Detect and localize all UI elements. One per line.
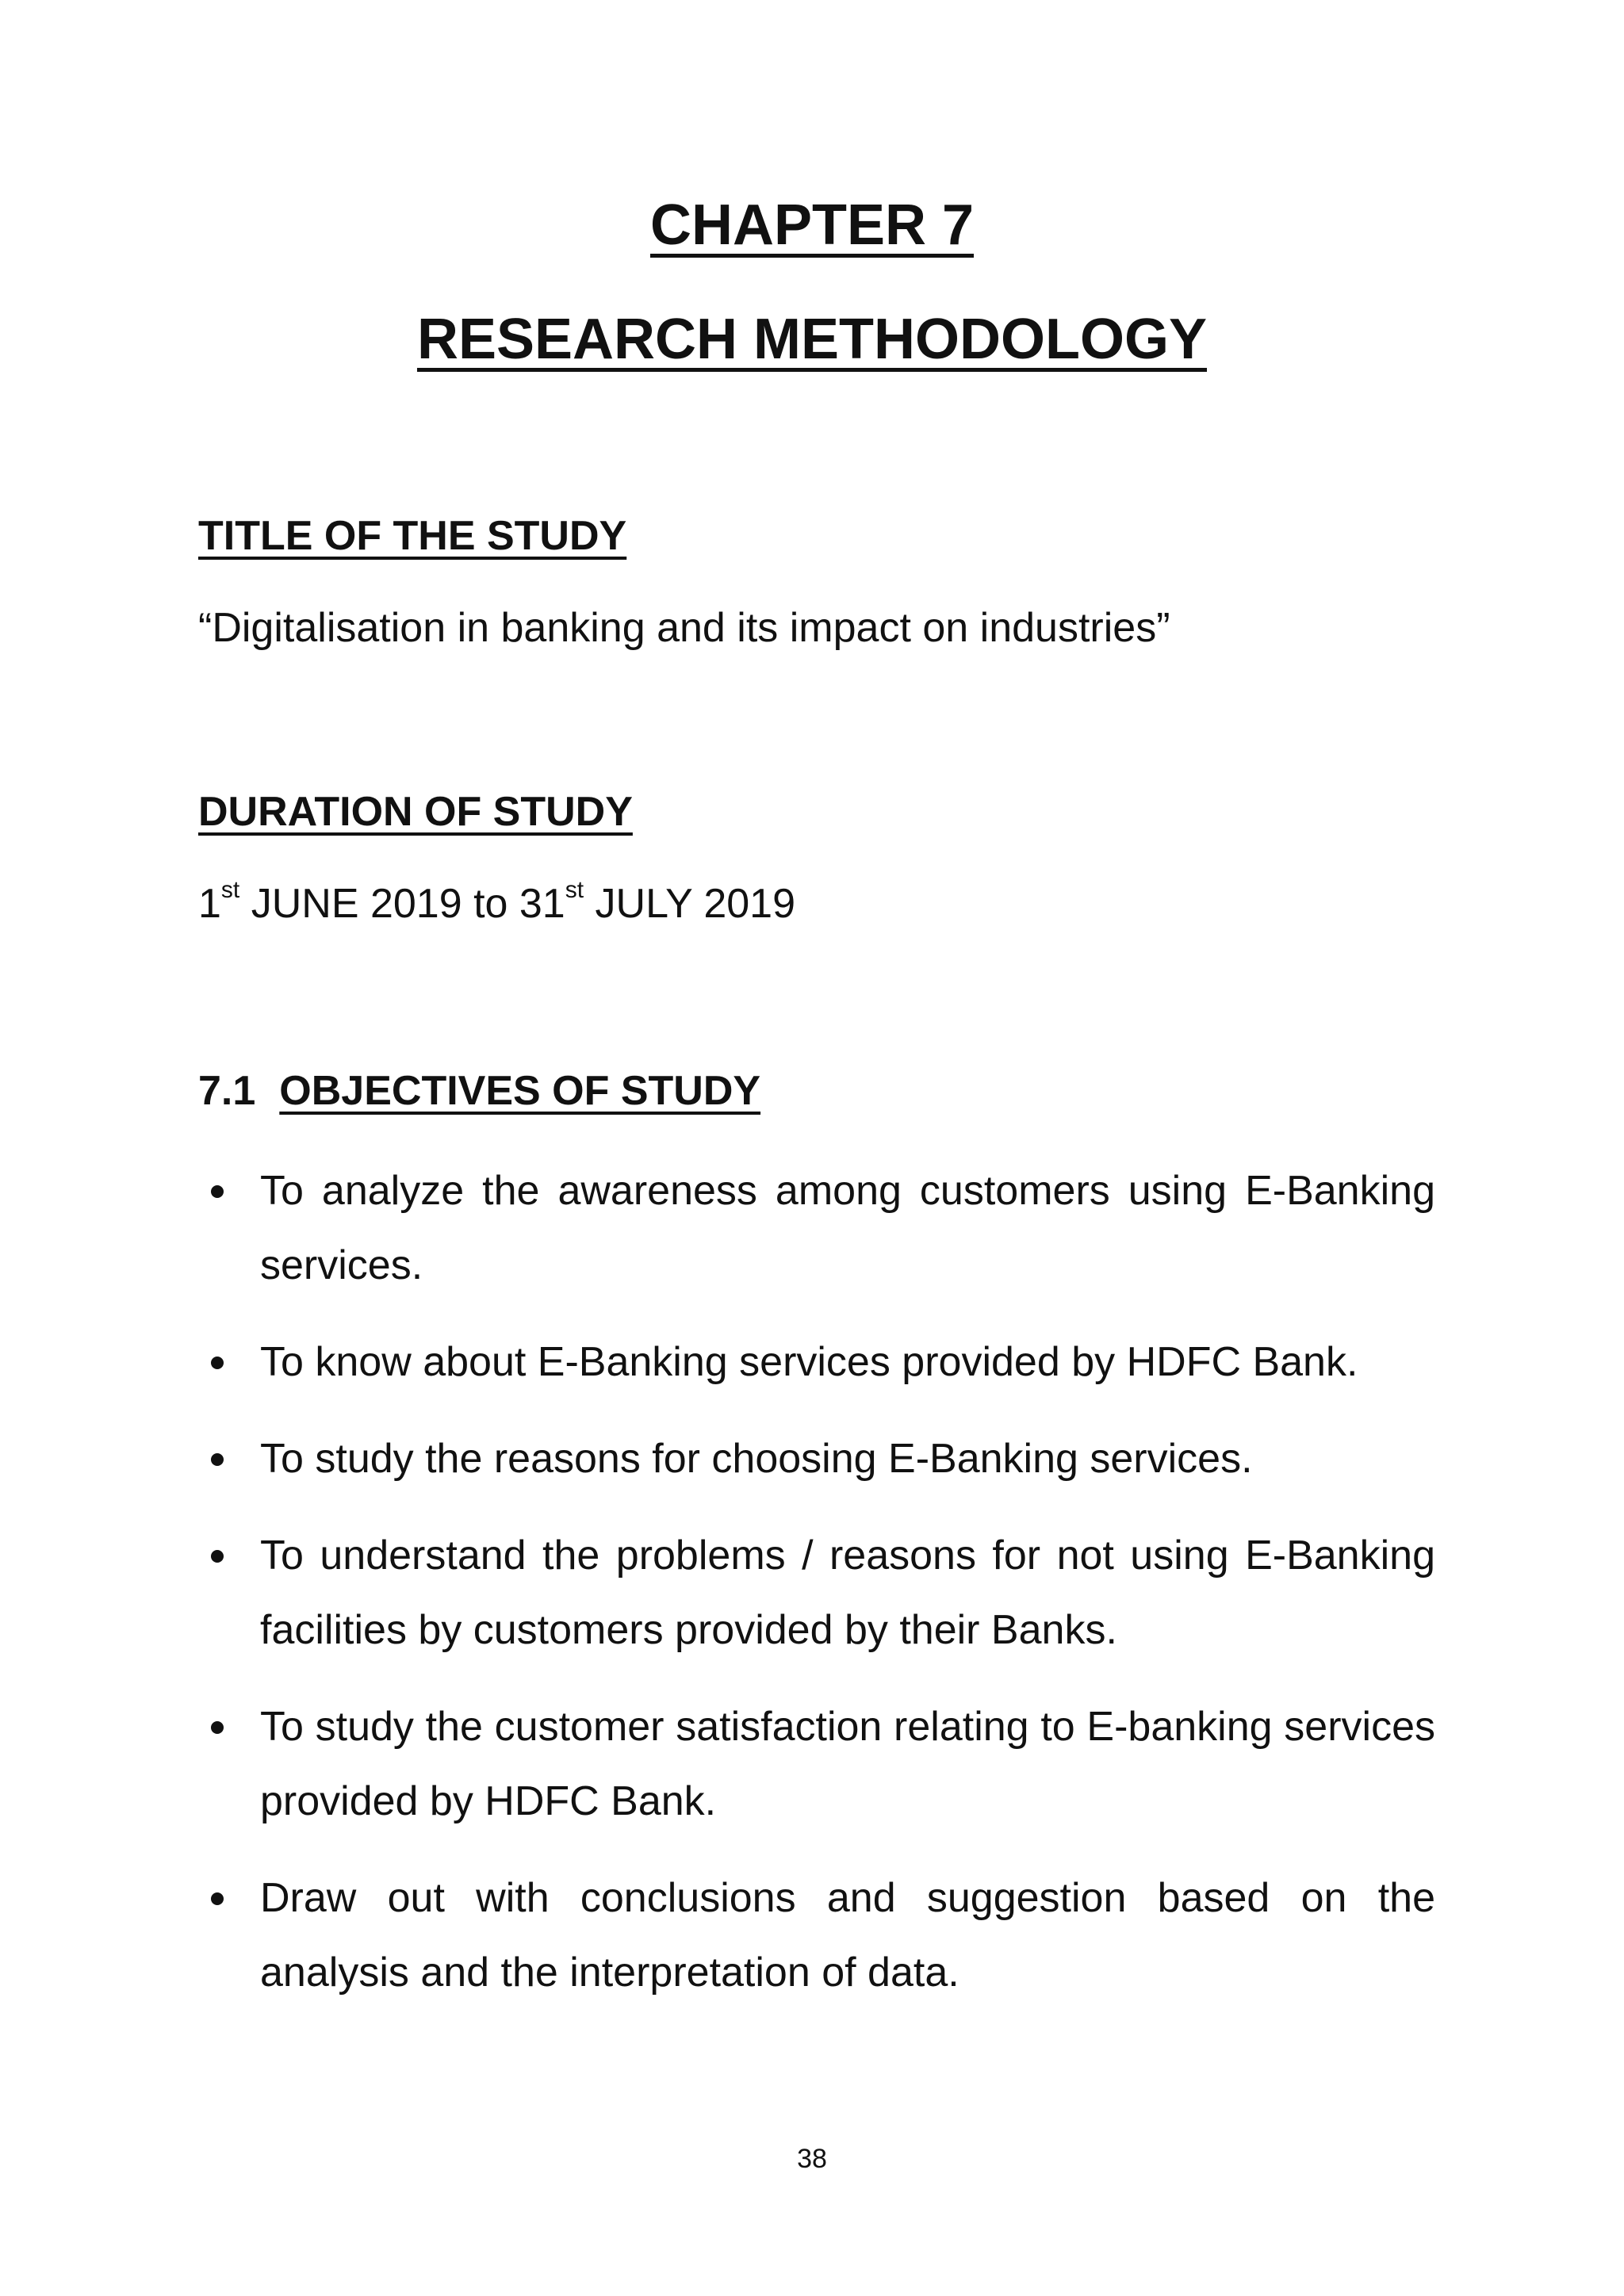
duration-start-day: 1 — [198, 881, 221, 927]
bullet-icon — [211, 1453, 224, 1466]
page-number: 38 — [797, 2144, 827, 2174]
objectives-section-number: 7.1 — [198, 1068, 256, 1114]
bullet-icon — [211, 1550, 224, 1563]
duration-start-suffix: st — [220, 877, 240, 903]
chapter-title-text: RESEARCH METHODOLOGY — [416, 308, 1208, 371]
duration-end-rest: JULY 2019 — [584, 881, 796, 927]
list-item-text: To know about E-Banking services provided by HDFC Bank. — [260, 1339, 1358, 1385]
duration-heading — [198, 789, 633, 835]
objectives-heading — [198, 1070, 760, 1112]
objectives-list — [198, 1154, 1435, 2032]
title-of-study-text: “Digitalisation in banking and its impact on industries” — [198, 605, 1170, 651]
list-item-text: To analyze the awareness among customers using E-Banking services. — [260, 1168, 1435, 1288]
objectives-heading-text: OBJECTIVES OF STUDY — [279, 1068, 761, 1114]
bullet-icon — [211, 1357, 224, 1369]
list-item — [198, 1422, 1435, 1496]
duration-heading-text: DURATION OF STUDY — [198, 789, 633, 835]
chapter-number-heading — [0, 193, 1624, 257]
bullet-icon — [211, 1892, 224, 1905]
duration-end-suffix: st — [565, 877, 584, 903]
title-of-study-heading — [198, 515, 626, 557]
list-item-text: To study the customer satisfaction relating to E-banking services provided by HDFC Bank. — [260, 1704, 1435, 1824]
duration-start-rest: JUNE 2019 to 31 — [239, 881, 565, 927]
list-item — [198, 1325, 1435, 1399]
title-of-study-heading-text: TITLE OF THE STUDY — [198, 513, 627, 559]
duration-text — [198, 877, 796, 927]
list-item — [198, 1154, 1435, 1303]
list-item — [198, 1518, 1435, 1667]
chapter-number-text: CHAPTER 7 — [649, 193, 975, 257]
list-item-text: To study the reasons for choosing E-Banking services. — [260, 1436, 1253, 1482]
list-item-text: To understand the problems / reasons for not using E-Banking facilities by customers provided by their Banks. — [260, 1533, 1435, 1653]
bullet-icon — [211, 1185, 224, 1198]
list-item — [198, 1861, 1435, 2010]
chapter-title-heading — [0, 308, 1624, 371]
list-item — [198, 1689, 1435, 1839]
list-item-text: Draw out with conclusions and suggestion based on the analysis and the interpretation of data. — [260, 1875, 1435, 1996]
bullet-icon — [211, 1721, 224, 1734]
